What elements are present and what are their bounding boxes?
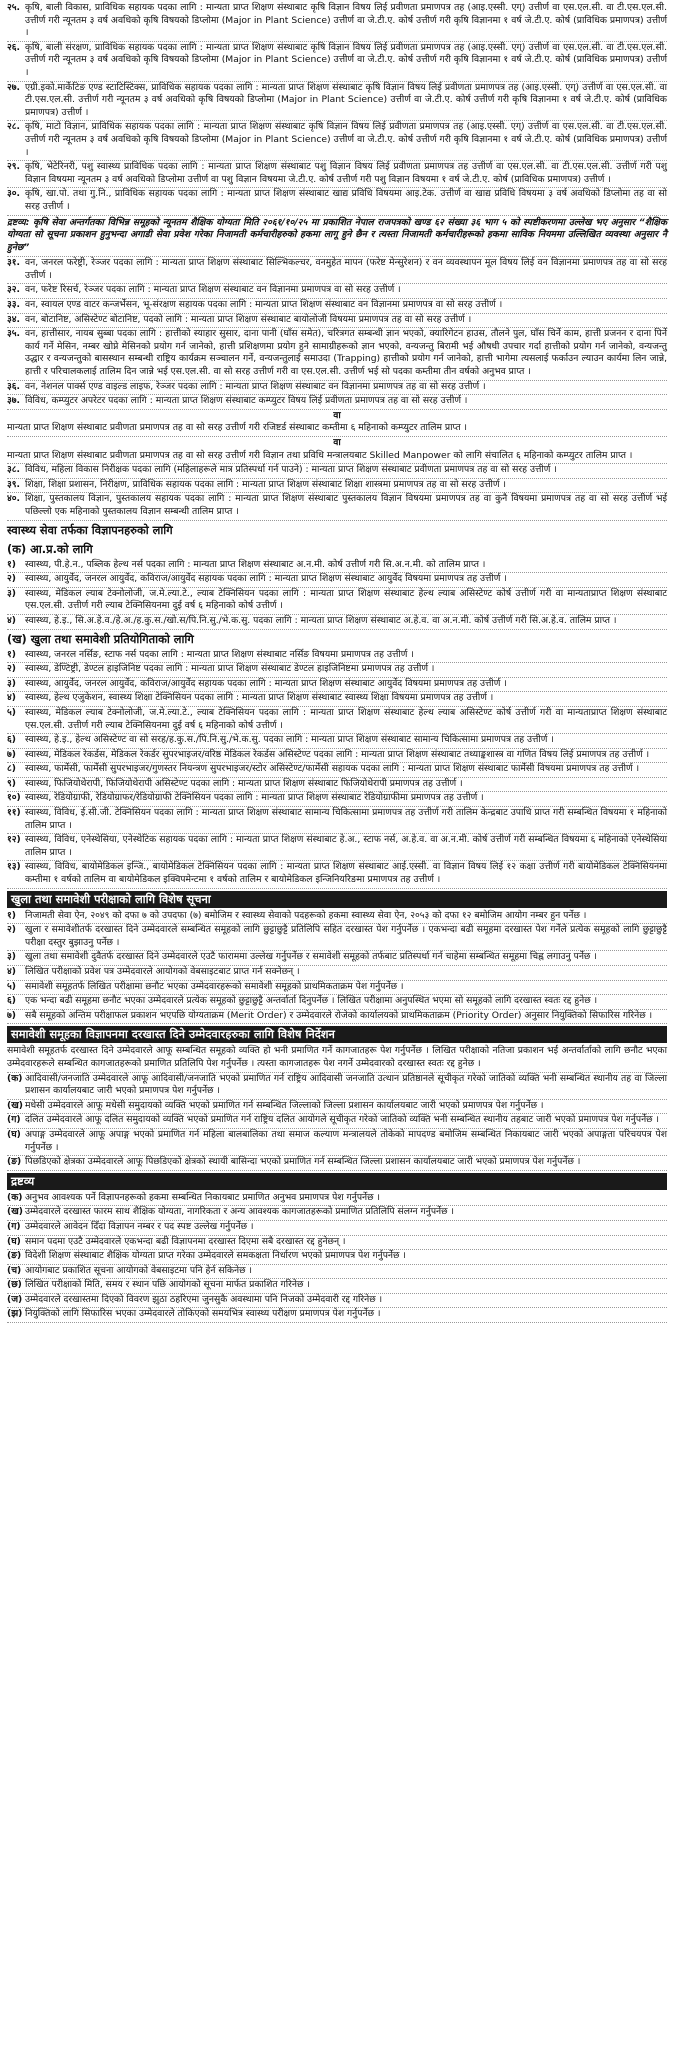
item-number: ३५. bbox=[7, 328, 21, 340]
list-item bbox=[7, 2, 667, 42]
item-number: १) bbox=[7, 558, 16, 570]
item-text: दलित उम्मेदवारले आफू दलित समुदायको व्यक्ति भएको प्रमाणित गर्न राष्ट्रिय दलित आयोगले सूचीकृत गरेको जातिको व्यक्ति भनी सम्बन्धित स्थानीय तहबाट जारी भएको प्रमाणपत्र पेश गर्नुपर्नेछ । bbox=[25, 1114, 660, 1126]
section-kha bbox=[7, 649, 667, 889]
item-number: २) bbox=[7, 924, 16, 936]
item-number: ६) bbox=[7, 995, 16, 1007]
item-number: ३९. bbox=[7, 478, 21, 490]
list-item bbox=[7, 1100, 667, 1115]
item-text: एक भन्दा बढी समूहमा छनौट भएका उम्मेदवारले प्रत्येक समूहको छुट्टाछुट्टै अन्तर्वार्ता दिनुपर्नेछ । लिखित परीक्षामा अनुपस्थित भएमा सो समूहको लागि दरखास्त स्वतः रद्द हुनेछ । bbox=[25, 995, 598, 1007]
item-number: ३२. bbox=[7, 284, 21, 296]
item-number: (ङ) bbox=[7, 1156, 22, 1168]
item-number: ७) bbox=[7, 1009, 16, 1021]
list-item bbox=[7, 966, 667, 981]
item-number: ३६. bbox=[7, 380, 21, 392]
item-number: २५. bbox=[7, 2, 21, 13]
list-item bbox=[7, 588, 667, 615]
list-item bbox=[7, 807, 667, 834]
list-item bbox=[7, 1236, 667, 1251]
item-number: ५) bbox=[7, 980, 16, 992]
or-separator: वा bbox=[333, 409, 341, 421]
item-number: (झ) bbox=[7, 1308, 23, 1320]
item-number: (ङ) bbox=[7, 1250, 22, 1262]
item-text: स्वास्थ्य, आयुर्वेद, जनरल आयुर्वेद, कविराज/आयुर्वेद सहायक पदका लागि : मान्यता प्राप्त शिक्षण संस्थाबाट आयुर्वेद विषयमा प्रमाणपत्र तह उत्तीर्ण । bbox=[25, 573, 507, 585]
item-text: वन, फरेष्ट रिसर्च, रेञ्जर पदका लागि : मान्यता प्राप्त शिक्षण संस्थाबाट वन विज्ञानमा प्रमाणपत्र वा सो सरह उत्तीर्ण । bbox=[25, 284, 401, 296]
item-number: (ज) bbox=[7, 1293, 23, 1305]
section-special bbox=[7, 910, 667, 1025]
computer-alt-1: मान्यता प्राप्त शिक्षण संस्थाबाट प्रवीणता प्रमाणपत्र तह वा सो सरह उत्तीर्ण गरी रजिष्टर्ड संस्थाबाट कम्तीमा ६ महिनाको कम्प्युटर तालिम प्राप्त । bbox=[7, 422, 667, 437]
note-agriculture: द्रष्टव्य: कृषि सेवा अन्तर्गतका विभिन्न समूहको न्यूनतम शैक्षिक योग्यता मिति २०६१/१०/२५ मा प्रकाशित नेपाल राजपत्रको खण्ड ६२ संख्या ३६ भाग ५ को स्पष्टीकरणमा उल्लेख भए अनुसार “शैक्षिक योग्यता सो सूचना प्रकाशन हुनुभन्दा अगाडी सेवा प्रवेश गरेका निजामती कर्मचारीहरुको हकमा लागू हुने छैन र त्यस्ता निजामती कर्मचारीहरूको हकमा साविक नियममा उल्लिखित व्यवस्था अनुसार नै हुनेछ” bbox=[7, 216, 667, 258]
item-text: वन, हात्तीसार, नायब सुब्बा पदका लागि : हात्तीको स्याहार सुसार, दाना पानी (घाँस समेत), चरित्रगत सम्बन्धी ज्ञान भएको, क्यारिगेटन हाउस, तौलने पुल, घाँस चिर्ने काम, हात्ती प्रजनन र दाना पिर्ने कार्य गर्ने मेसिन, नम्बर खोप्ने मेसिनको प्रयोग गर्न जानेको, हात्ती प्रशिक्षणमा प्रयोग हुने सामाग्रीहरूको ज्ञान भएको, वन्यजन्तु बिरामी भई औषधी उपचार गर्दा हात्तीको प्रयोग गर्न जानेको, वन्यजन्तु उद्धार र वन्यजन्तुको बासस्थान सम्बन्धी राष्ट्रिय कार्यक्रम सञ्चालन गर्ने, वन्यजन्तुलाई समाउदा (Trapping) हात्तीको प्रयोग गर्न जानेको, हात्ती भागेमा त्यसलाई फर्काउन ल्याउन कार्यमा लिन जान्ने, हात्ती र परिचालकलाई तालिम दिन जान्ने भई एस.एल.सी. वा सो सरह उत्तीर्ण गरी वा एस.एल.सी. उत्तीर्ण भई सो पदका कम्तीमा तीन वर्षको अनुभव प्राप्त । bbox=[25, 328, 667, 378]
list-item bbox=[7, 328, 667, 380]
section-misc bbox=[7, 464, 667, 520]
item-text: वन, नेशनल पार्क्स एण्ड वाइल्ड लाइफ, रेञ्जर पदका लागि : मान्यता प्राप्त शिक्षण संस्थाबाट वन विज्ञानमा प्रमाणपत्र तह वा सो सरह उत्तीर्ण । bbox=[25, 380, 486, 392]
list-item bbox=[7, 284, 667, 299]
list-item bbox=[7, 663, 667, 678]
item-number: ७) bbox=[7, 748, 16, 760]
list-item bbox=[7, 573, 667, 588]
item-text: स्वास्थ्य, मेडिकल रेकर्डस, मेडिकल रेकर्डर सुपरभाइजर/वरिष्ठ मेडिकल रेकर्डस असिस्टेण्ट पदका लागि : मान्यता प्राप्त शिक्षण संस्थाबाट तथ्याङ्कशास्त्र वा गणित विषय लिई प्रमाणपत्र तह उत्तीर्ण । bbox=[25, 748, 650, 760]
item-text: निजामती सेवा ऐन, २०४९ को दफा ७ को उपदफा (७) बमोजिम र स्वास्थ्य सेवाको पदहरूको हकमा स्वास्थ्य सेवा ऐन, २०५३ को दफा १२ बमोजिम आयोग नम्बर हुन पर्नेछ । bbox=[25, 909, 587, 921]
list-item bbox=[7, 1308, 667, 1323]
ka-heading: (क) आ.प्र.को लागि bbox=[7, 541, 93, 556]
item-text: उम्मेदवारले दरखास्तमा दिएको विवरण झुठा ठहरिएमा जुनसुकै अवस्थामा पनि निजको उम्मेदवारी रद्द गरिनेछ । bbox=[25, 1293, 383, 1305]
item-number: ३४. bbox=[7, 313, 21, 325]
list-item bbox=[7, 1206, 667, 1221]
item-number: ३) bbox=[7, 677, 16, 689]
list-item bbox=[7, 778, 667, 793]
list-item bbox=[7, 834, 667, 861]
item-text: वन, स्वायल एण्ड वाटर कन्जर्भेसन, भू-संरक्षण सहायक पदका लागि : मान्यता प्राप्त शिक्षण संस्थाबाट वन विज्ञानमा प्रमाणपत्र वा सो सरह उत्तीर्ण । bbox=[25, 299, 503, 311]
item-number: ३१. bbox=[7, 257, 21, 269]
special-notice-bar: खुला तथा समावेशी परीक्षाको लागि विशेष सूचना bbox=[7, 891, 667, 908]
item-text: विविध, महिला विकास निरीक्षक पदका लागि (महिलाहरूले मात्र प्रतिस्पर्धा गर्न पाउने) : मान्यता प्राप्त शिक्षण संस्थाबाट प्रवीणता प्रमाणपत्र तह वा सो सरह उत्तीर्ण । bbox=[25, 464, 557, 476]
item-text: उम्मेदवारले आवेदन दिँदा विज्ञापन नम्बर र पद स्पष्ट उल्लेख गर्नुपर्नेछ । bbox=[25, 1220, 254, 1232]
item-text: खुला र समावेशीतर्फ दरखास्त दिने उम्मेदवारले सम्बन्धित समूहको लागि छुट्टाछुट्टै प्रतिलिपि सहित दरखास्त पेश गर्नुपर्नेछ । एकभन्दा बढी समूहमा दरखास्त पेश गर्नेले प्रत्येक समूहको लागि छुट्टाछुट्टै परीक्षा दस्तुर बुझाउनु पर्नेछ । bbox=[25, 924, 667, 948]
item-number: १) bbox=[7, 909, 16, 921]
item-text: पिछडिएको क्षेत्रका उम्मेदवारले आफू पिछडिएको क्षेत्रको स्थायी बासिन्दा भएको प्रमाणित गर्न सम्बन्धित जिल्ला प्रशासन कार्यालयबाट जारी भएको प्रमाणपत्र पेश गर्नुपर्नेछ । bbox=[25, 1156, 581, 1168]
item-text: स्वास्थ्य, विविध, ई.सी.जी. टेक्निसियन पदका लागि : मान्यता प्राप्त शिक्षण संस्थाबाट सामान्य चिकित्सामा प्रमाणपत्र तह उत्तीर्ण गरी तालिम केन्द्रबाट उपाधि प्राप्त गरी सम्बन्धित विषयमा १ महिनाको तालिम प्राप्त । bbox=[25, 807, 667, 831]
kha-heading: (ख) खुला तथा समावेशी प्रतियोगिताको लागि bbox=[7, 631, 194, 646]
item-text: वन, जनरल फरेष्ट्री, रेञ्जर पदका लागि : मान्यता प्राप्त शिक्षण संस्थाबाट सिल्भिकल्चर, वनमुहेत मापन (फरेष्ट मेन्सुरेशन) र वन व्यवस्थापन मूल विषय लिई वन विज्ञानमा प्रमाणपत्र तह वा सो सरह उत्तीर्ण । bbox=[25, 257, 667, 281]
item-number: ९) bbox=[7, 777, 16, 789]
item-text: स्वास्थ्य, विविध, बायोमेडिकल इन्जि., बायोमेडिकल टेक्निसियन पदका लागि : मान्यता प्राप्त शिक्षण संस्थाबाट आई.एस्सी. वा विज्ञान विषय लिई १२ कक्षा उत्तीर्ण गरी बायोमेडिकल टेक्निसियनमा कम्तीमा १ वर्षको तालिम वा बायोमेडिकल इक्विपमेन्टमा १ वर्षको तालिम र बायोमेडिकल इन्जिनियरिङमा प्रमाणपत्र तह उत्तीर्ण । bbox=[25, 861, 667, 886]
drastavya-bar: द्रष्टव्य bbox=[7, 1173, 667, 1190]
item-number: १०) bbox=[7, 792, 21, 804]
item-number: ११) bbox=[7, 807, 21, 819]
item-number: (च) bbox=[7, 1264, 22, 1276]
list-item bbox=[7, 1265, 667, 1280]
list-item bbox=[7, 1294, 667, 1309]
item-number: २) bbox=[7, 573, 16, 585]
item-number: (ख) bbox=[7, 1206, 23, 1218]
list-item bbox=[7, 559, 667, 574]
list-item bbox=[7, 1073, 667, 1100]
item-number: ३०. bbox=[7, 188, 21, 200]
item-number: २६. bbox=[7, 41, 21, 53]
item-number: (ग) bbox=[7, 1114, 21, 1126]
list-item bbox=[7, 299, 667, 314]
inclusive-intro: समावेशी समूहतर्फ दरखास्त दिने उम्मेदवारले आफू सम्बन्धित समूहको व्यक्ति हो भनी प्रमाणित गर्ने कागजातहरू पेश गर्नुपर्नेछ । लिखित परीक्षाको नतिजा प्रकाशन भई अन्तर्वार्ताको लागि छनौट भएका उम्मेदवारहरूले सम्बन्धित कागजातहरूको प्रमाणित प्रतिलिपि पेश गर्नुपर्नेछ । त्यस्ता कागजातहरू पेश नगर्ने उम्मेदवारको दरखास्त स्वतः रद्द हुनेछ । bbox=[7, 1045, 667, 1072]
list-item bbox=[7, 1192, 667, 1207]
item-text: कृषि, बाली विकास, प्राविधिक सहायक पदका लागि : मान्यता प्राप्त शिक्षण संस्थाबाट कृषि विज्ञान विषय लिई प्रवीणता प्रमाणपत्र तह (आइ.एस्सी. एग्) उत्तीर्ण वा एस.एल.सी. वा टी.एस.एल.सी. उत्तीर्ण गरी न्यूनतम ३ वर्ष अवधिको कृषि विषयको डिप्लोमा (Major in Plant Science) उत्तीर्ण वा जे.टी.ए. कोर्ष उत्तीर्ण गरी कृषि विज्ञानमा १ वर्ष जे.टी.ए. कोर्ष (प्राविधिक प्रमाणपत्र) उत्तीर्ण । bbox=[25, 2, 667, 39]
item-number: १२) bbox=[7, 834, 21, 846]
list-item bbox=[7, 734, 667, 749]
list-item bbox=[7, 395, 667, 410]
item-text: समान पदमा एउटै उम्मेदवारले एकभन्दा बढी विज्ञापनमा दरखास्त दिएमा सबै दरखास्त रद्द हुनेछन् । bbox=[25, 1235, 346, 1247]
or-separator: वा bbox=[333, 437, 341, 448]
list-item bbox=[7, 924, 667, 951]
item-text: स्वास्थ्य, फिजियोथेरापी, फिजियोथेरापी असिस्टेण्ट पदका लागि : मान्यता प्राप्त शिक्षण संस्थाबाट फिजियोथेरापी प्रमाणपत्र तह उत्तीर्ण । bbox=[25, 777, 463, 789]
item-text: उम्मेदवारले दरखास्त फारम साथ शैक्षिक योग्यता, नागरिकता र अन्य आवश्यक कागजातहरूको प्रमाणित प्रतिलिपि संलग्न गर्नुपर्नेछ । bbox=[25, 1206, 454, 1218]
section-drastavya bbox=[7, 1192, 667, 1323]
list-item bbox=[7, 615, 667, 630]
list-item bbox=[7, 910, 667, 925]
list-item bbox=[7, 981, 667, 996]
list-item bbox=[7, 188, 667, 215]
computer-alt-2: मान्यता प्राप्त शिक्षण संस्थाबाट प्रवीणता प्रमाणपत्र तह वा सो सरह उत्तीर्ण गरी विज्ञान तथा प्रविधि मन्त्रालयबाट Skilled Manpower को लागि संचालित ६ महिनाको कम्प्युटर तालिम प्राप्त । bbox=[7, 450, 667, 465]
item-number: २७. bbox=[7, 81, 21, 93]
list-item bbox=[7, 121, 667, 161]
item-text: नियुक्तिको लागि सिफारिस भएका उम्मेदवारले तोकिएको समयभित्र स्वास्थ्य परीक्षण प्रमाणपत्र पेश गर्नुपर्नेछ । bbox=[25, 1308, 381, 1320]
item-number: ३) bbox=[7, 951, 16, 963]
list-item bbox=[7, 1250, 667, 1265]
item-number: (ख) bbox=[7, 1099, 23, 1111]
item-text: स्वास्थ्य, आयुर्वेद, जनरल आयुर्वेद, कविराज/आयुर्वेद सहायक पदका लागि : मान्यता प्राप्त शिक्षण संस्थाबाट आयुर्वेद विषयमा प्रमाणपत्र तह उत्तीर्ण । bbox=[25, 677, 507, 689]
list-item bbox=[7, 649, 667, 664]
item-text: विविध, कम्प्युटर अपरेटर पदका लागि : मान्यता प्राप्त शिक्षण संस्थाबाट कम्प्युटर विषय लिई प्रवीणता प्रमाणपत्र तह वा सो सरह उत्तीर्ण । bbox=[25, 395, 468, 407]
item-text: समावेशी समूहतर्फ लिखित परीक्षामा छनौट भएका उम्मेदवारहरूको समावेशी समूहको प्राथमिकताक्रम पेश गर्नुपर्नेछ । bbox=[25, 980, 404, 992]
item-text: स्वास्थ्य, फार्मेसी, फार्मेसी सुपरभाइजर/गुणस्तर नियन्त्रण सुपरभाइजर/स्टोर असिस्टेण्ट/फार्मेसी सहायक पदका लागि : मान्यता प्राप्त शिक्षण संस्थाबाट फार्मेसी विषयमा प्रमाणपत्र तह उत्तीर्ण । bbox=[25, 763, 640, 775]
list-item bbox=[7, 257, 667, 284]
item-text: विदेशी शिक्षण संस्थाबाट शैक्षिक योग्यता प्राप्त गरेका उम्मेदवारले समकक्षता निर्धारण भएको प्रमाणपत्र पेश गर्नुपर्नेछ । bbox=[25, 1250, 406, 1262]
list-item bbox=[7, 749, 667, 764]
item-number: १) bbox=[7, 648, 16, 660]
list-item bbox=[7, 1221, 667, 1236]
item-text: कृषि, माटो विज्ञान, प्राविधिक सहायक पदका लागि : मान्यता प्राप्त शिक्षण संस्थाबाट कृषि विज्ञान विषय लिई प्रवीणता प्रमाणपत्र तह (आइ.एस्सी. एग्) उत्तीर्ण वा एस.एल.सी. वा टी.एस.एल.सी. उत्तीर्ण गरी न्यूनतम ३ वर्ष अवधिको कृषि विषयको डिप्लोमा (Major in Plant Science) उत्तीर्ण वा जे.टी.ए. कोर्ष उत्तीर्ण गरी कृषि विज्ञानमा १ वर्ष जे.टी.ए. कोर्ष (प्राविधिक प्रमाणपत्र) उत्तीर्ण । bbox=[25, 121, 667, 158]
item-number: ४) bbox=[7, 966, 16, 977]
item-text: स्वास्थ्य, हे.इ., हेल्थ असिस्टेण्ट वा सो सरह/ह.कु.स./पि.नि.सु./भे.क.सु. पदका लागि : मान्यता प्राप्त शिक्षण संस्थाबाट सामान्य चिकित्सामा प्रमाणपत्र तह उत्तीर्ण । bbox=[25, 734, 554, 746]
list-item bbox=[7, 493, 667, 520]
item-text: स्वास्थ्य, मेडिकल ल्याब टेक्नोलोजी, ज.मे.ल्या.टे., ल्याब टेक्निसियन पदका लागि : मान्यता प्राप्त शिक्षण संस्थाबाट हेल्थ ल्याब असिस्टेण्ट कोर्ष उत्तीर्ण गरी वा मान्यताप्राप्त शिक्षण संस्थाबाट एस.एल.सी. उत्तीर्ण गरी ल्याब टेक्निसियनमा दुई वर्ष ६ महिनाको कोर्ष उत्तीर्ण । bbox=[25, 706, 667, 731]
list-item bbox=[7, 792, 667, 807]
item-number: ५) bbox=[7, 706, 16, 718]
item-text: अपाङ्ग उम्मेदवारले आफू अपाङ्ग भएको प्रमाणित गर्न महिला बालबालिका तथा समाज कल्याण मन्त्रालयले तोकेको मापदण्ड बमोजिम सम्बन्धित निकायबाट जारी भएको अपाङ्गता परिचयपत्र पेश गर्नुपर्नेछ । bbox=[25, 1128, 667, 1153]
item-number: १३) bbox=[7, 861, 21, 873]
list-item bbox=[7, 464, 667, 479]
list-item bbox=[7, 1114, 667, 1129]
item-text: एग्री.इको.मार्केटिङ एण्ड स्टाटिस्टिक्स, प्राविधिक सहायक पदका लागि : मान्यता प्राप्त शिक्षण संस्थाबाट कृषि विज्ञान विषय लिई प्रवीणता प्रमाणपत्र तह (आइ.एस्सी. एग्) उत्तीर्ण वा एस.एल.सी. वा टी.एस.एल.सी. उत्तीर्ण गरी न्यूनतम ३ वर्ष अवधिको कृषि विषयको डिप्लोमा (Major in Plant Science) उत्तीर्ण वा जे.टी.ए. कोर्ष उत्तीर्ण गरी कृषि विज्ञानमा १ वर्ष जे.टी.ए. कोर्ष (प्राविधिक प्रमाणपत्र) उत्तीर्ण । bbox=[25, 81, 667, 118]
notice-page bbox=[7, 0, 667, 1323]
list-item bbox=[7, 861, 667, 888]
item-number: ३७. bbox=[7, 395, 21, 407]
inclusive-instruction-bar: समावेशी समूहका विज्ञापनमा दरखास्त दिने उम्मेदवारहरुका लागि विशेष निर्देशन bbox=[7, 1026, 667, 1043]
list-item bbox=[7, 1156, 667, 1171]
item-text: खुला तथा समावेशी दुवैतर्फ दरखास्त दिने उम्मेदवारले एउटै फाराममा उल्लेख गर्नुपर्नेछ र समावेशी समूहको तर्फबाट प्रतिस्पर्धा गर्न चाहेमा सम्बन्धित समूहमा चिह्न लगाउनु पर्नेछ । bbox=[25, 951, 597, 963]
item-number: ४) bbox=[7, 614, 16, 626]
section-forest bbox=[7, 257, 667, 410]
list-item bbox=[7, 161, 667, 188]
list-item bbox=[7, 707, 667, 734]
item-number: ३८. bbox=[7, 464, 21, 476]
item-number: (छ) bbox=[7, 1279, 22, 1291]
item-text: मधेसी उम्मेदवारले आफू मधेसी समुदायको व्यक्ति भएको प्रमाणित गर्न सम्बन्धित जिल्लाको जिल्ला प्रशासन कार्यालयबाट जारी भएको प्रमाणपत्र पेश गर्नुपर्नेछ । bbox=[25, 1099, 544, 1111]
item-number: ४०. bbox=[7, 493, 21, 505]
item-text: स्वास्थ्य, विविध, एनेस्थेसिया, एनेस्थेटिक सहायक पदका लागि : मान्यता प्राप्त शिक्षण संस्थाबाट हे.अ., स्टाफ नर्स, अ.हे.व. वा अ.न.मी. कोर्ष उत्तीर्ण गरी सम्बन्धित विषयमा ६ महिनाको एनेस्थेसिया तालिम प्राप्त । bbox=[25, 834, 667, 858]
item-text: वन, बोटानिष्ट, असिस्टेण्ट बोटानिष्ट, पदको लागि : मान्यता प्राप्त शिक्षण संस्थाबाट बायोलोजी विषयमा प्रमाणपत्र तह वा सो सरह उत्तीर्ण । bbox=[25, 313, 472, 325]
health-heading: स्वास्थ्य सेवा तर्फका विज्ञापनहरुको लागि bbox=[7, 522, 173, 537]
list-item bbox=[7, 314, 667, 329]
list-item bbox=[7, 995, 667, 1010]
item-text: कृषि, बाली संरक्षण, प्राविधिक सहायक पदका लागि : मान्यता प्राप्त शिक्षण संस्थाबाट कृषि विज्ञान विषय लिई प्रवीणता प्रमाणपत्र तह (आइ.एस्सी. एग्) उत्तीर्ण वा एस.एल.सी. वा टी.एस.एल.सी. उत्तीर्ण गरी न्यूनतम ३ वर्ष अवधिको कृषि विषयको डिप्लोमा (Major in Plant Science) उत्तीर्ण वा जे.टी.ए. कोर्ष उत्तीर्ण गरी कृषि विज्ञानमा १ वर्ष जे.टी.ए. कोर्ष (प्राविधिक प्रमाणपत्र) उत्तीर्ण । bbox=[25, 41, 667, 78]
list-item bbox=[7, 678, 667, 693]
item-text: स्वास्थ्य, मेडिकल ल्याब टेक्नोलोजी, ज.मे.ल्या.टे., ल्याब टेक्निसियन पदका लागि : मान्यता प्राप्त शिक्षण संस्थाबाट हेल्थ ल्याब असिस्टेण्ट कोर्ष उत्तीर्ण गरी वा मान्यताप्राप्त शिक्षण संस्थाबाट एस.एल.सी. उत्तीर्ण गरी ल्याब टेक्निसियनमा दुई वर्ष ६ महिनाको कोर्ष उत्तीर्ण । bbox=[25, 587, 667, 612]
item-text: शिक्षा, पुस्तकालय विज्ञान, पुस्तकालय सहायक पदका लागि : मान्यता प्राप्त शिक्षण संस्थाबाट पुस्तकालय विज्ञान विषयमा प्रमाणपत्र तह वा कुनै विषयमा प्रमाणपत्र तह वा सो सरह उत्तीर्ण भई पछिल्लो एक महिनाको पुस्तकालय विज्ञान सम्बन्धी तालिम प्राप्त । bbox=[25, 493, 667, 517]
section-inclusive bbox=[7, 1073, 667, 1171]
item-number: २८. bbox=[7, 121, 21, 133]
item-text: स्वास्थ्य, हे.इ., सि.अ.हे.व./हे.अ./ह.कु.स./खो.स/पि.नि.सु./भे.क.सु. पदका लागि : मान्यता प्राप्त शिक्षण संस्थाबाट अ.हे.व. वा अ.न.मी. कोर्ष उत्तीर्ण गरी सि.अ.हे.व. तालिम प्राप्त । bbox=[25, 614, 617, 626]
list-item bbox=[7, 1010, 667, 1025]
list-item bbox=[7, 692, 667, 707]
item-text: आदिवासी/जनजाति उम्मेदवारले आफू आदिवासी/जनजाति भएको प्रमाणित गर्न राष्ट्रिय आदिवासी जनजाति उत्थान प्रतिष्ठानले सूचीकृत गरेको जातिको व्यक्ति भनी सम्बन्धित स्थानीय तह वा जिल्ला प्रशासन कार्यालयबाट जारी भएको प्रमाणपत्र पेश गर्नुपर्नेछ । bbox=[25, 1072, 667, 1097]
item-number: (ग) bbox=[7, 1220, 21, 1232]
item-number: (घ) bbox=[7, 1235, 21, 1247]
item-number: (घ) bbox=[7, 1128, 21, 1140]
list-item bbox=[7, 763, 667, 778]
section-ka bbox=[7, 559, 667, 630]
item-number: ६) bbox=[7, 734, 16, 746]
list-item bbox=[7, 1279, 667, 1294]
item-text: स्वास्थ्य, जनरल नर्सिङ, स्टाफ नर्स पदका लागि : मान्यता प्राप्त शिक्षण संस्थाबाट नर्सिङ विषयमा प्रमाणपत्र तह उत्तीर्ण । bbox=[25, 648, 414, 660]
item-text: लिखित परीक्षाको मिति, समय र स्थान पछि आयोगको सूचना मार्फत प्रकाशित गरिनेछ । bbox=[25, 1279, 310, 1291]
section-agriculture bbox=[7, 2, 667, 216]
list-item bbox=[7, 951, 667, 966]
item-text: आयोगबाट प्रकाशित सूचना आयोगको वेबसाइटमा पनि हेर्न सकिनेछ । bbox=[25, 1264, 252, 1276]
list-item bbox=[7, 42, 667, 82]
item-text: स्वास्थ्य, हेल्थ एजुकेशन, स्वास्थ्य शिक्षा टेक्निसियन पदका लागि : मान्यता प्राप्त शिक्षण संस्थाबाट स्वास्थ्य शिक्षा विषयमा प्रमाणपत्र तह उत्तीर्ण । bbox=[25, 692, 494, 704]
item-number: ३३. bbox=[7, 299, 21, 311]
list-item bbox=[7, 1129, 667, 1156]
item-text: स्वास्थ्य, डेण्टिष्ट्री, डेण्टल हाइजिनिष्ट पदका लागि : मान्यता प्राप्त शिक्षण संस्थाबाट डेण्टल हाइजिनिष्टमा प्रमाणपत्र तह उत्तीर्ण । bbox=[25, 663, 435, 675]
item-number: (क) bbox=[7, 1072, 23, 1084]
item-text: शिक्षा, शिक्षा प्रशासन, निरीक्षण, प्राविधिक सहायक पदका लागि : मान्यता प्राप्त शिक्षण संस्थाबाट शिक्षा शास्त्रमा प्रमाणपत्र तह वा सो सरह उत्तीर्ण । bbox=[25, 478, 506, 490]
list-item bbox=[7, 479, 667, 494]
item-number: (क) bbox=[7, 1191, 23, 1203]
item-text: कृषि, भेटेरिनरी, पशु स्वास्थ्य प्राविधिक पदका लागि : मान्यता प्राप्त शिक्षण संस्थाबाट पशु विज्ञान विषय लिई प्रवीणता प्रमाणपत्र तह उत्तीर्ण वा एस.एल.सी. वा टी.एस.एल.सी. उत्तीर्ण गरी पशु विज्ञान विषयमा न्यूनतम ३ वर्ष अवधिको डिप्लोमा उत्तीर्ण वा पशु विज्ञान विषयमा जे.टी.ए. कोर्ष उत्तीर्ण गरी पशु विज्ञान विषयमा १ वर्ष जे.टी.ए. कोर्ष (प्राविधिक प्रमाणपत्र) उत्तीर्ण । bbox=[25, 161, 667, 185]
item-text: अनुभव आवश्यक पर्ने विज्ञापनहरूको हकमा सम्बन्धित निकायबाट प्रमाणित अनुभव प्रमाणपत्र पेश गर्नुपर्नेछ । bbox=[25, 1191, 380, 1203]
item-text: कृषि, खा.पो. तथा गु.नि., प्राविधिक सहायक पदका लागि : मान्यता प्राप्त शिक्षण संस्थाबाट खाद्य प्रविधि विषयमा आइ.टेक. उत्तीर्ण वा खाद्य प्रविधि विषयमा ३ वर्ष अवधिको डिप्लोमा तह वा सो सरह उत्तीर्ण । bbox=[25, 188, 667, 212]
item-number: २९. bbox=[7, 161, 21, 173]
item-number: ४) bbox=[7, 692, 16, 704]
list-item bbox=[7, 82, 667, 122]
item-number: २) bbox=[7, 663, 16, 675]
item-number: ८) bbox=[7, 763, 16, 775]
item-text: सबै समूहको अन्तिम परीक्षाफल प्रकाशन भएपछि योग्यताक्रम (Merit Order) र उम्मेदवारले रोजेको कार्यालयको प्राथमिकताक्रम (Priority Order) अनुसार नियुक्तिको सिफारिस गरिनेछ । bbox=[25, 1009, 653, 1021]
item-text: लिखित परीक्षाको प्रवेश पत्र उम्मेदवारले आयोगको वेबसाइटबाट प्राप्त गर्न सक्नेछन् । bbox=[25, 966, 300, 977]
list-item bbox=[7, 381, 667, 396]
item-text: स्वास्थ्य, पी.हे.न., पब्लिक हेल्थ नर्स पदका लागि : मान्यता प्राप्त शिक्षण संस्थाबाट अ.न.मी. कोर्ष उत्तीर्ण गरी सि.अ.न.मी. को तालिम प्राप्त । bbox=[25, 558, 486, 570]
item-text: स्वास्थ्य, रेडियोग्राफी, रेडियोग्राफर/रेडियोग्राफी टेक्निसियन पदका लागि : मान्यता प्राप्त शिक्षण संस्थाबाट रेडियोग्राफीमा प्रमाणपत्र तह उत्तीर्ण । bbox=[25, 792, 484, 804]
item-number: ३) bbox=[7, 587, 16, 599]
